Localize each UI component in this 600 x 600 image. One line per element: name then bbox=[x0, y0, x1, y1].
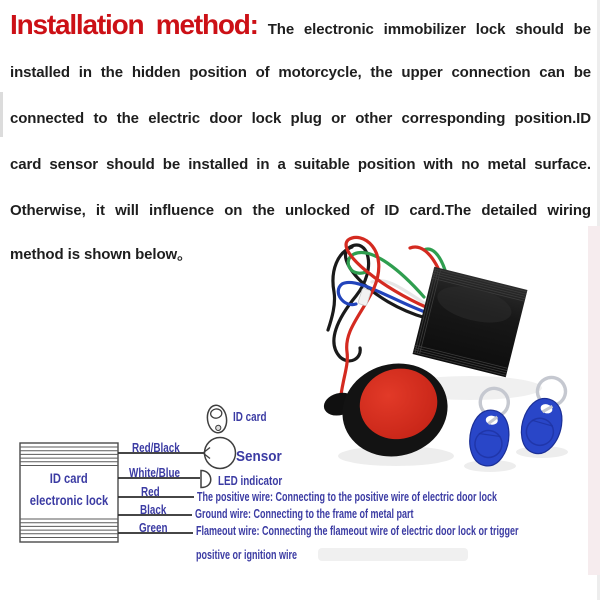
positive-wire-description: The positive wire: Connecting to the positive wire of electric door lock bbox=[197, 490, 498, 504]
instruction-text: The electronic immobilizer lock should be bbox=[267, 21, 591, 38]
lock-box-label-2: electronic lock bbox=[29, 492, 109, 508]
sensor-symbol bbox=[203, 438, 236, 469]
led-symbol bbox=[201, 471, 211, 488]
section-title: Installation method: bbox=[10, 9, 258, 40]
photo-edge-strip bbox=[588, 226, 600, 575]
led-indicator-label: LED indicator bbox=[218, 473, 283, 488]
instruction-line-3: connected to the electric door lock plug or other corresponding position.ID bbox=[10, 110, 591, 127]
wire-label-black: Black bbox=[140, 502, 167, 517]
watermark-smudge bbox=[318, 548, 468, 561]
id-card-label: ID card bbox=[233, 409, 267, 424]
left-edge-artifact bbox=[0, 92, 3, 137]
instruction-line-4: card sensor should be installed in a suitable position with no metal surface. bbox=[10, 156, 591, 173]
wire-label-green: Green bbox=[139, 520, 168, 535]
wire-label-white-blue: White/Blue bbox=[129, 465, 181, 480]
flameout-wire-description-continued: positive or ignition wire bbox=[196, 548, 298, 562]
wire-label-red-black: Red/Black bbox=[132, 440, 180, 455]
id-card-symbol bbox=[206, 404, 229, 434]
flameout-wire-description: Flameout wire: Connecting the flameout wire of electric door lock or trigger bbox=[196, 524, 519, 538]
control-box bbox=[413, 267, 528, 378]
wire-label-red: Red bbox=[141, 484, 160, 499]
instruction-line-2: installed in the hidden position of motorcycle, the upper connection can be bbox=[10, 64, 591, 81]
lock-box-label-1: ID card bbox=[50, 470, 88, 486]
instruction-line-5: Otherwise, it will influence on the unlocked of ID card.The detailed wiring bbox=[10, 202, 591, 219]
sensor-label: Sensor bbox=[236, 448, 282, 465]
ground-wire-description: Ground wire: Connecting to the frame of metal part bbox=[195, 507, 414, 521]
instruction-line-6: method is shown below。 bbox=[10, 246, 192, 263]
